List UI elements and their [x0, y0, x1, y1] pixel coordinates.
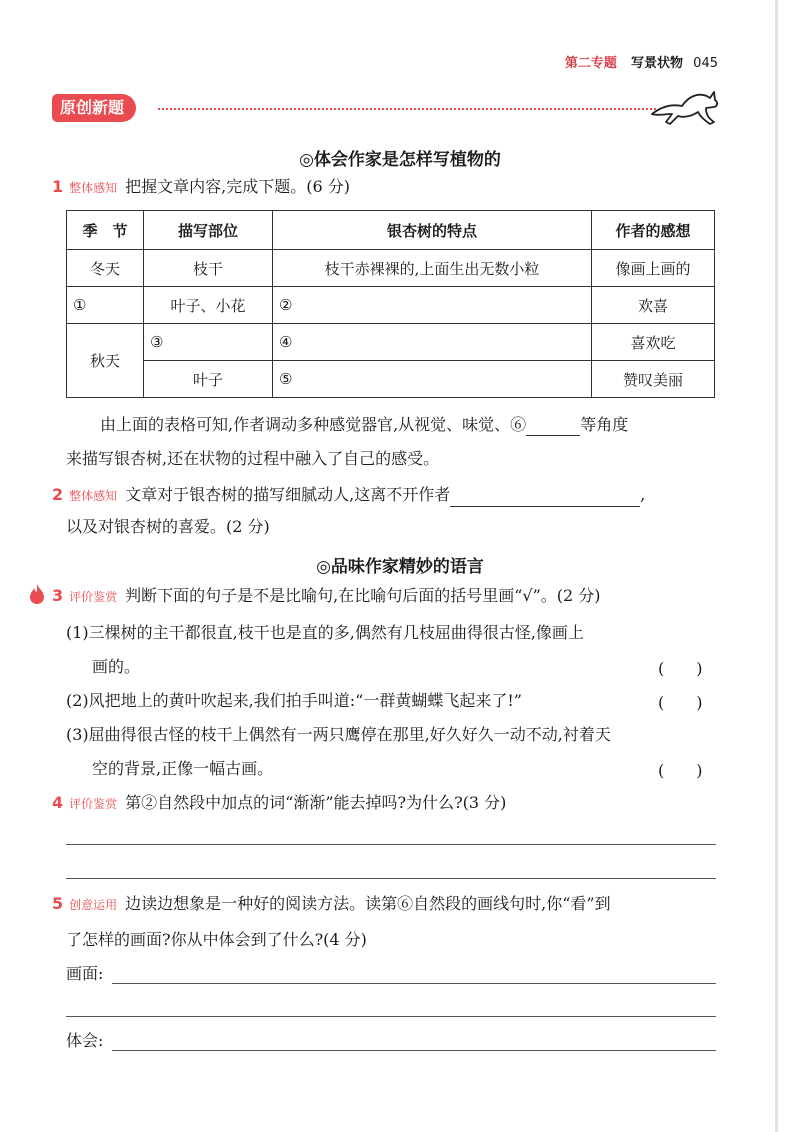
cat-icon [648, 84, 720, 128]
table-cell: 冬天 [67, 250, 144, 287]
table-cell-blank-5[interactable]: ⑤ [273, 361, 592, 398]
q1-paragraph-line2: 来描写银杏树,还在状物的过程中融入了自己的感受。 [66, 449, 440, 468]
table-header-row [67, 211, 715, 250]
page-header [565, 52, 718, 71]
q3-item-3-line2: 空的背景,正像一幅古画。 [92, 759, 274, 778]
q3-item-2: (2)风把地上的黄叶吹起来,我们拍手叫道:“一群黄蝴蝶飞起来了!” [66, 691, 522, 710]
answer-blank-q2[interactable] [450, 488, 640, 507]
table-cell-blank-3[interactable]: ③ [144, 324, 273, 361]
table-cell: 像画上画的 [592, 250, 715, 287]
section-title-1: ◎体会作家是怎样写植物的 [299, 150, 501, 170]
question-number: 4 [52, 793, 64, 812]
table-cell-blank-1[interactable]: ① [67, 287, 144, 324]
answer-line-q4-2[interactable] [66, 878, 716, 879]
question-number: 2 [52, 485, 64, 504]
answer-line-picture-1[interactable] [112, 983, 716, 984]
q3-item-1-line2: 画的。 [92, 657, 141, 676]
question-text: 第②自然段中加点的词“渐渐”能去掉吗?为什么?(3 分) [125, 793, 507, 812]
question-tag: 创意运用 [69, 898, 118, 912]
table-header: 作者的感想 [592, 211, 715, 250]
picture-label: 画面: [66, 964, 104, 983]
table-cell-blank-4[interactable]: ④ [273, 324, 592, 361]
question-1 [52, 176, 350, 199]
question-tag: 评价鉴赏 [69, 590, 118, 604]
table-cell: 秋天 [67, 324, 144, 398]
table-cell: 叶子、小花 [144, 287, 273, 324]
q1-paragraph-line1 [100, 414, 628, 436]
table-cell: 叶子 [144, 361, 273, 398]
table-cell: 赞叹美丽 [592, 361, 715, 398]
table-cell-blank-2[interactable]: ② [273, 287, 592, 324]
answer-parens-3[interactable]: ( ) [658, 761, 703, 780]
question-5 [52, 893, 611, 916]
table-cell: 枝干 [144, 250, 273, 287]
table-row [67, 287, 715, 324]
table-header: 描写部位 [144, 211, 273, 250]
answer-parens-1[interactable]: ( ) [658, 659, 703, 678]
question-number: 5 [52, 894, 64, 913]
question-2-line2: 以及对银杏树的喜爱。(2 分) [66, 517, 270, 536]
question-text: 边读边想象是一种好的阅读方法。读第⑥自然段的画线句时,你“看”到 [125, 894, 611, 913]
page-number: 045 [693, 56, 718, 71]
table-cell: 枝干赤裸裸的,上面生出无数小粒 [273, 250, 592, 287]
answer-line-q4-1[interactable] [66, 844, 716, 845]
question-number: 3 [52, 586, 64, 605]
original-question-badge: 原创新题 [52, 94, 136, 122]
question-4 [52, 792, 506, 815]
answer-line-picture-2[interactable] [66, 1016, 716, 1017]
question-2 [52, 484, 645, 507]
q3-item-3: (3)屈曲得很古怪的枝干上偶然有一两只鹰停在那里,好久好久一动不动,衬着天 [66, 725, 611, 744]
fire-icon [28, 583, 46, 605]
question-tag: 评价鉴赏 [69, 797, 118, 811]
question-text: 判断下面的句子是不是比喻句,在比喻句后面的括号里画“√”。(2 分) [125, 586, 601, 605]
answer-parens-2[interactable]: ( ) [658, 693, 703, 712]
question-text: 把握文章内容,完成下题。(6 分) [125, 177, 350, 196]
paragraph-text: 由上面的表格可知,作者调动多种感觉器官,从视觉、味觉、⑥ [100, 415, 527, 434]
question-number: 1 [52, 177, 64, 196]
table-header: 季 节 [67, 211, 144, 250]
table-cell: 欢喜 [592, 287, 715, 324]
question-tag: 整体感知 [69, 489, 118, 503]
question-text: 文章对于银杏树的描写细腻动人,这离不开作者 [125, 485, 451, 504]
question-5-line2: 了怎样的画面?你从中体会到了什么?(4 分) [66, 930, 367, 949]
table-cell: 喜欢吃 [592, 324, 715, 361]
feeling-label: 体会: [66, 1031, 104, 1050]
q3-item-1: (1)三棵树的主干都很直,枝干也是直的多,偶然有几枝屈曲得很古怪,像画上 [66, 623, 584, 642]
ginkgo-table [66, 210, 715, 398]
chapter-label: 第二专题 [564, 56, 617, 71]
answer-blank-6[interactable] [526, 417, 580, 436]
answer-line-feeling[interactable] [112, 1050, 716, 1051]
table-row [67, 361, 715, 398]
dotted-divider [158, 108, 656, 110]
section-label: 写景状物 [631, 56, 684, 71]
table-row [67, 324, 715, 361]
question-tag: 整体感知 [69, 181, 118, 195]
table-row [67, 250, 715, 287]
paragraph-text: 等角度 [580, 415, 629, 434]
question-text: , [640, 485, 646, 504]
table-header: 银杏树的特点 [273, 211, 592, 250]
section-title-2: ◎品味作家精妙的语言 [316, 557, 484, 577]
question-3 [52, 585, 601, 608]
